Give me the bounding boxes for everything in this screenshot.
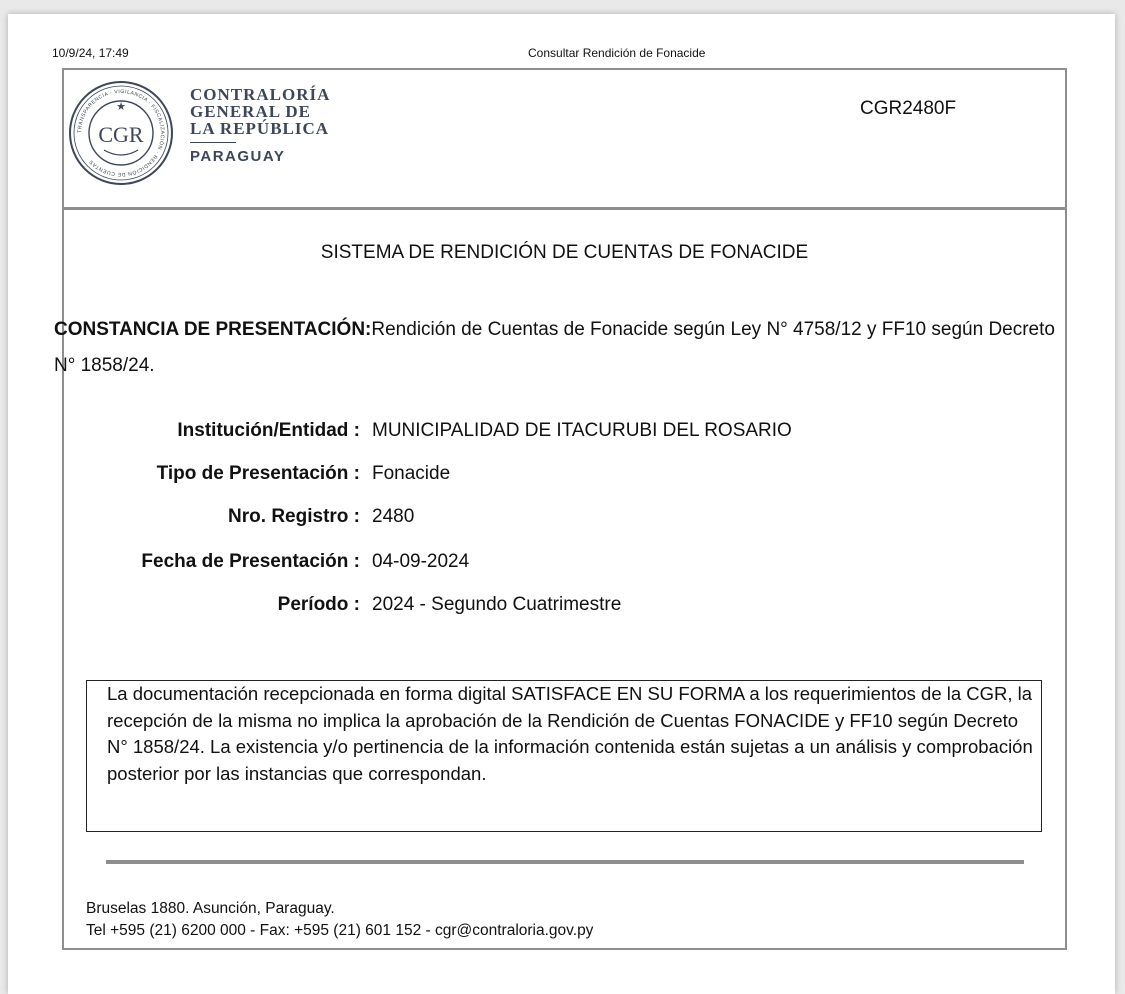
field-tipo-presentacion <box>64 463 1065 489</box>
field-label: Fecha de Presentación : <box>141 551 360 572</box>
document-page <box>8 14 1115 994</box>
field-label: Tipo de Presentación : <box>156 463 360 484</box>
header-row <box>64 70 1065 206</box>
field-value: 2480 <box>372 506 415 527</box>
footer-address: Bruselas 1880. Asunción, Paraguay. <box>86 900 335 917</box>
institution-wordmark <box>190 86 330 165</box>
footer-divider <box>106 860 1024 864</box>
field-label: Nro. Registro : <box>228 506 360 527</box>
field-value: 04-09-2024 <box>372 551 470 572</box>
wordmark-line-3: LA REPÚBLICA <box>190 119 330 138</box>
constancia-label: CONSTANCIA DE PRESENTACIÓN: <box>54 319 372 340</box>
field-nro-registro <box>64 506 1065 532</box>
field-periodo <box>64 594 1065 620</box>
svg-text:★: ★ <box>116 101 126 113</box>
document-code: CGR2480F <box>860 98 957 119</box>
certificate-frame <box>54 68 1067 950</box>
constancia-paragraph <box>54 312 1064 384</box>
field-institucion <box>64 420 1065 446</box>
wordmark-country: PARAGUAY <box>190 148 286 165</box>
print-date: 10/9/24, 17:49 <box>52 46 129 60</box>
seal-letters: CGR <box>98 122 144 147</box>
wordmark-line-2: GENERAL DE <box>190 102 311 121</box>
footer-contact: Tel +595 (21) 6200 000 - Fax: +595 (21) 601 152 - cgr@contraloria.gov.py <box>86 922 594 939</box>
header-divider <box>64 207 1065 210</box>
print-title: Consultar Rendición de Fonacide <box>528 46 706 60</box>
compliance-notice: La documentación recepcionada en forma digital SATISFACE EN SU FORMA a los requerimientos de la CGR, la recepción de la misma no implica la aprobación de la Rendición de Cuentas FONACIDE y FF10 según Decreto N° 1858/24. La existencia y/o pertinencia de la información contenida están sujetas a un análisis y comprobación posterior por las instancias que correspondan. <box>86 680 1042 832</box>
footer <box>86 898 593 942</box>
field-value: MUNICIPALIDAD DE ITACURUBI DEL ROSARIO <box>372 420 792 441</box>
seal-ring-text: TRANSPARENCIA · VIGILANCIA · FISCALIZACIÓN · RENDICIÓN DE CUENTAS <box>76 88 166 178</box>
system-title: SISTEMA DE RENDICIÓN DE CUENTAS DE FONACIDE <box>320 242 809 263</box>
constancia-text: Rendición de Cuentas de Fonacide según Ley N° 4758/12 y FF10 según Decreto N° 1858/24. <box>54 319 1055 376</box>
field-value: Fonacide <box>372 463 451 484</box>
field-label: Período : <box>277 594 360 615</box>
field-fecha-presentacion <box>64 551 1065 577</box>
cgr-seal-logo <box>68 80 174 186</box>
field-value: 2024 - Segundo Cuatrimestre <box>372 594 622 615</box>
wordmark-line-1: CONTRALORÍA <box>190 85 331 104</box>
field-label: Institución/Entidad : <box>177 420 360 441</box>
wordmark-divider <box>190 142 236 143</box>
